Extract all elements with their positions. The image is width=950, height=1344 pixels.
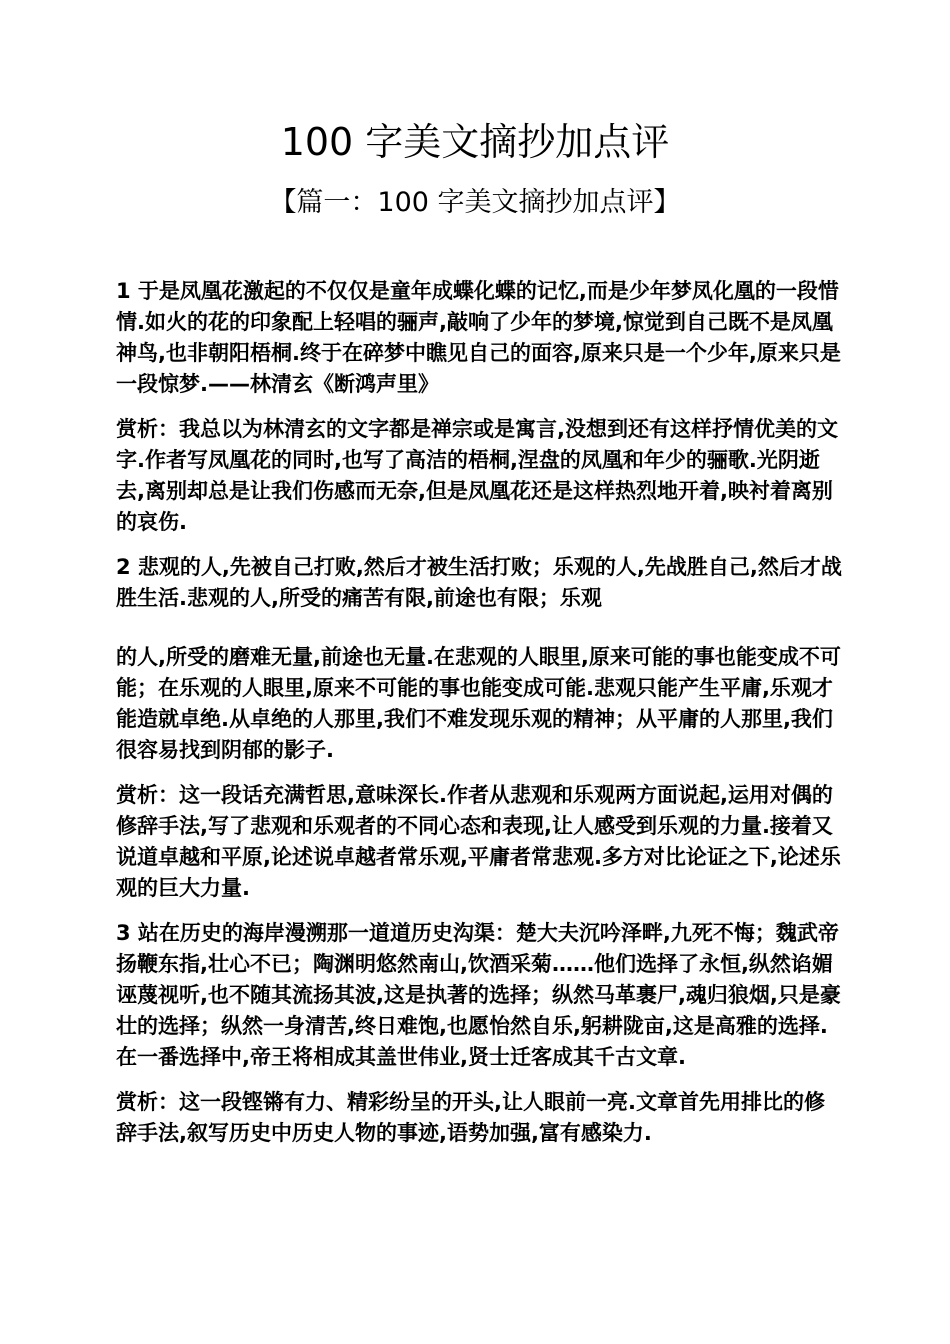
- document-subtitle: 【篇一：100 字美文摘抄加点评】: [269, 187, 681, 218]
- paragraph-comment-2: 赏析：这一段话充满哲思,意味深长.作者从悲观和乐观两方面说起,运用对偶的修辞手法,写了悲观和乐观者的不同心态和表现,让人感受到乐观的力量.接着又说道卓越和平原,论述说卓越者常乐观,平庸者常悲观.多方对比论证之下,论述乐观的巨大力量.: [116, 783, 841, 900]
- paragraph-comment-3: 赏析：这一段铿锵有力、精彩纷呈的开头,让人眼前一亮.文章首先用排比的修辞手法,叙写历史中历史人物的事迹,语势加强,富有感染力.: [116, 1090, 825, 1145]
- paragraph-excerpt-3: 3 站在历史的海岸漫溯那一道道历史沟渠：楚大夫沉吟泽畔,九死不悔；魏武帝扬鞭东指,壮心不已；陶渊明悠然南山,饮酒采菊……他们选择了永恒,纵然谄媚诬蔑视听,也不随其流扬其波,这是执著的选择；纵然马革裹尸,魂归狼烟,只是豪壮的选择；纵然一身清苦,终日难饱,也愿怡然自乐,躬耕陇亩,这是高雅的选择.在一番选择中,帝王将相成其盖世伟业,贤士迁客成其千古文章.: [116, 921, 841, 1069]
- paragraph-comment-1: 赏析：我总以为林清玄的文字都是禅宗或是寓言,没想到还有这样抒情优美的文字.作者写凤凰花的同时,也写了高洁的梧桐,涅盘的凤凰和年少的骊歌.光阴逝去,离别却总是让我们伤感而无奈,但是凤凰花还是这样热烈地开着,映衬着离别的哀伤.: [116, 417, 838, 534]
- document-title: 100 字美文摘抄加点评: [280, 120, 670, 164]
- document-body: [116, 276, 844, 1163]
- paragraph-excerpt-2b: 的人,所受的磨难无量,前途也无量.在悲观的人眼里,原来可能的事也能变成不可能；在乐观的人眼里,原来不可能的事也能变成可能.悲观只能产生平庸,乐观才能造就卓绝.从卓绝的人那里,我们不难发现乐观的精神；从平庸的人那里,我们很容易找到阴郁的影子.: [116, 645, 841, 762]
- paragraph-excerpt-1: 1 于是凤凰花激起的不仅仅是童年成蝶化蝶的记忆,而是少年梦凤化凰的一段惜情.如火的花的印象配上轻唱的骊声,敲响了少年的梦境,惊觉到自己既不是凤凰神鸟,也非朝阳梧桐.终于在碎梦中瞧见自己的面容,原来只是一个少年,原来只是一段惊梦.——林清玄《断鸿声里》: [116, 279, 841, 396]
- paragraph-excerpt-2a: 2 悲观的人,先被自己打败,然后才被生活打败；乐观的人,先战胜自己,然后才战胜生活.悲观的人,所受的痛苦有限,前途也有限；乐观: [116, 555, 842, 610]
